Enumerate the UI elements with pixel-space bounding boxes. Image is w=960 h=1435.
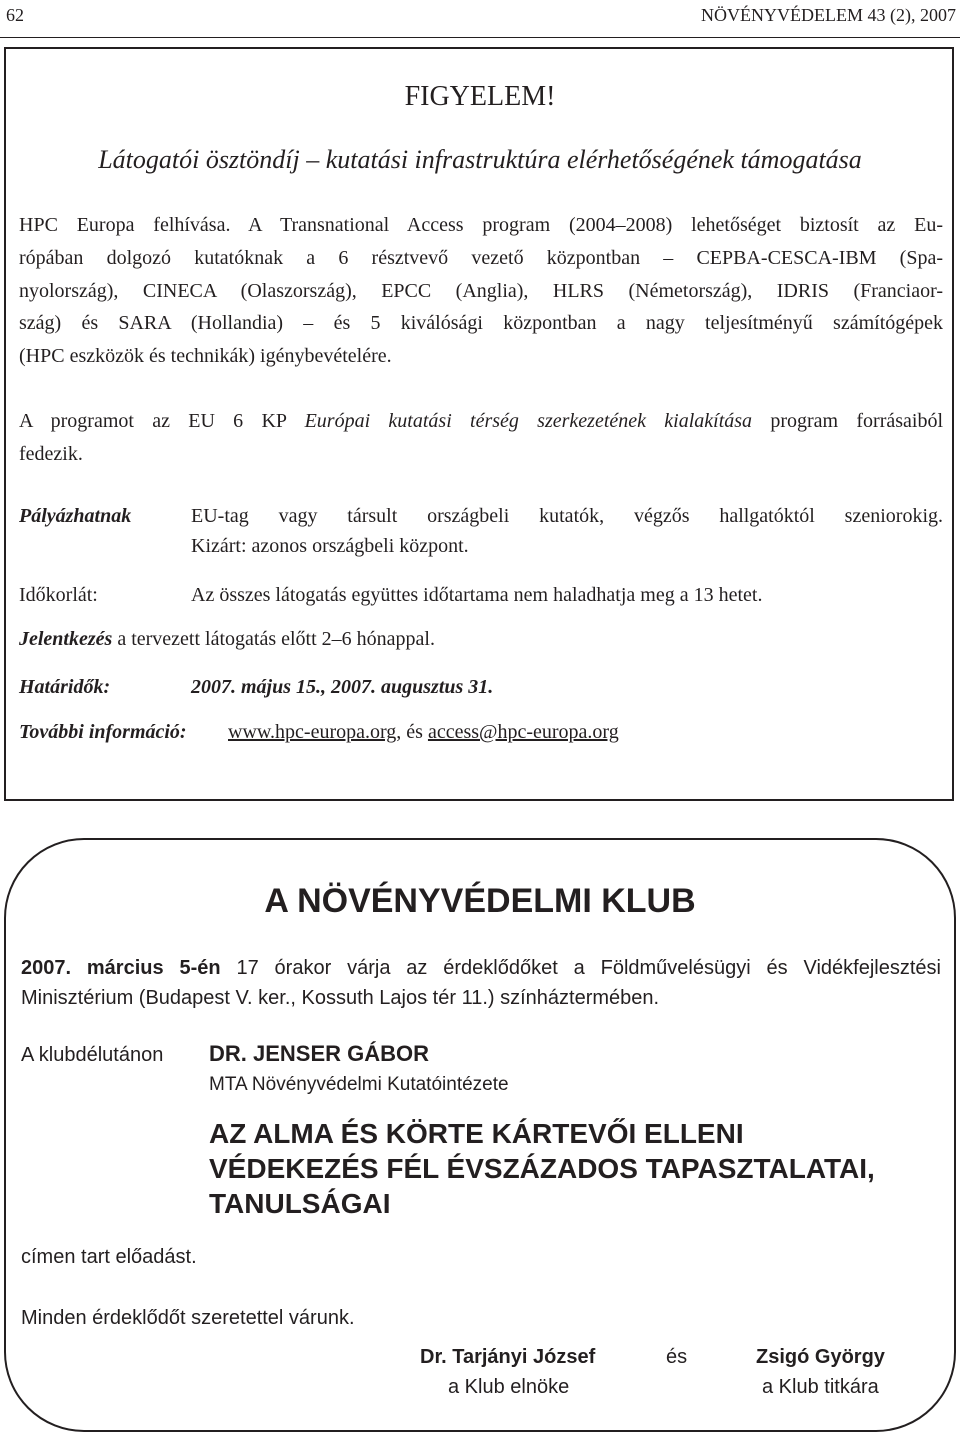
email-link[interactable]: access@hpc-europa.org [427, 721, 619, 743]
paragraph-line: HPC Europa felhívása. A Transnational Access program (2004–2008) lehetőséget biztosít az Eu- [19, 214, 943, 236]
signer-2-role: a Klub titkára [762, 1376, 879, 1398]
paragraph-line: fedezik. [19, 442, 83, 465]
info-label: További információ: [19, 721, 187, 743]
info-links [228, 717, 619, 747]
event-details: 17 órakor várja az érdeklődőket a Földművelésügyi és Vidékfejlesztési [236, 957, 941, 979]
club-announcement [21, 953, 941, 1013]
paragraph-line: nyolország), CINECA (Olaszország), EPCC (Anglia), HLRS (Németország), IDRIS (Franciaor- [19, 279, 943, 302]
applicants-value [191, 501, 943, 561]
info-separator: , és [396, 721, 423, 743]
lecture-title [209, 1116, 929, 1221]
apply-line [19, 624, 435, 654]
notice-subtitle: Látogatói ösztöndíj – kutatási infrastruktúra elérhetőségének támogatása [98, 145, 862, 174]
announcement-line-1 [21, 953, 941, 983]
signer-1-name: Dr. Tarjányi József [420, 1346, 596, 1368]
applicants-line-2: Kizárt: azonos országbeli központ. [191, 535, 469, 557]
notice-title: FIGYELEM! [404, 81, 556, 112]
deadlines-label: Határidők: [19, 676, 111, 698]
event-date: 2007. március 5-én [21, 957, 221, 979]
paragraph-line: szág) és SARA (Hollandia) – és 5 kiválósági központban a nagy teljesítményű számítógépek [19, 312, 943, 335]
lecture-title-line: TANULSÁGAI [209, 1188, 391, 1219]
page-number: 62 [6, 5, 24, 25]
paragraph-line: (HPC eszközök és technikák) igénybevételére. [19, 345, 392, 368]
deadlines-value: 2007. május 15., 2007. augusztus 31. [191, 676, 494, 698]
timelimit-value: Az összes látogatás együttes időtartama nem haladhatja meg a 13 hetet. [191, 584, 763, 606]
funding-prefix: A programot az EU 6 KP [19, 410, 287, 432]
paragraph-line: rópában dolgozó kutatóknak a 6 résztvevő vezető központban – CEPBA-CESCA-IBM (Spa- [19, 246, 943, 269]
lecture-title-line: AZ ALMA ÉS KÖRTE KÁRTEVŐI ELLENI [209, 1118, 744, 1149]
signer-1-role: a Klub elnöke [448, 1376, 570, 1398]
notice-paragraph-1 [19, 209, 943, 373]
website-link[interactable]: www.hpc-europa.org [228, 721, 397, 743]
lecture-title-line: VÉDEKEZÉS FÉL ÉVSZÁZADOS TAPASZTALATAI, [209, 1153, 875, 1184]
header-rule [0, 37, 960, 38]
apply-value: a tervezett látogatás előtt 2–6 hónappal. [117, 628, 435, 650]
funding-program: Európai kutatási térség szerkezetének kialakítása [304, 410, 753, 432]
paragraph-line [19, 405, 943, 438]
signer-2-name: Zsigó György [756, 1346, 885, 1368]
club-intro: A klubdélutánon [21, 1044, 164, 1066]
club-outro: címen tart előadást. [21, 1246, 197, 1268]
funding-suffix: program forrásaiból [770, 410, 944, 432]
speaker-name: DR. JENSER GÁBOR [209, 1041, 430, 1066]
apply-label: Jelentkezés [19, 628, 113, 650]
timelimit-label: Időkorlát: [19, 584, 98, 606]
applicants-label: Pályázhatnak [19, 505, 132, 527]
applicants-line-1: EU-tag vagy társult országbeli kutatók, végzős hallgatóktól szeniorokig. [191, 505, 943, 527]
club-title: A NÖVÉNYVÉDELMI KLUB [264, 882, 696, 920]
notice-paragraph-2 [19, 405, 943, 471]
signers-conjunction: és [666, 1346, 688, 1368]
journal-citation: NÖVÉNYVÉDELEM 43 (2), 2007 [701, 5, 956, 25]
club-welcome: Minden érdeklődőt szeretettel várunk. [21, 1307, 355, 1329]
speaker-institute: MTA Növényvédelmi Kutatóintézete [209, 1074, 509, 1095]
announcement-line-2: Minisztérium (Budapest V. ker., Kossuth Lajos tér 11.) színháztermében. [21, 987, 660, 1009]
